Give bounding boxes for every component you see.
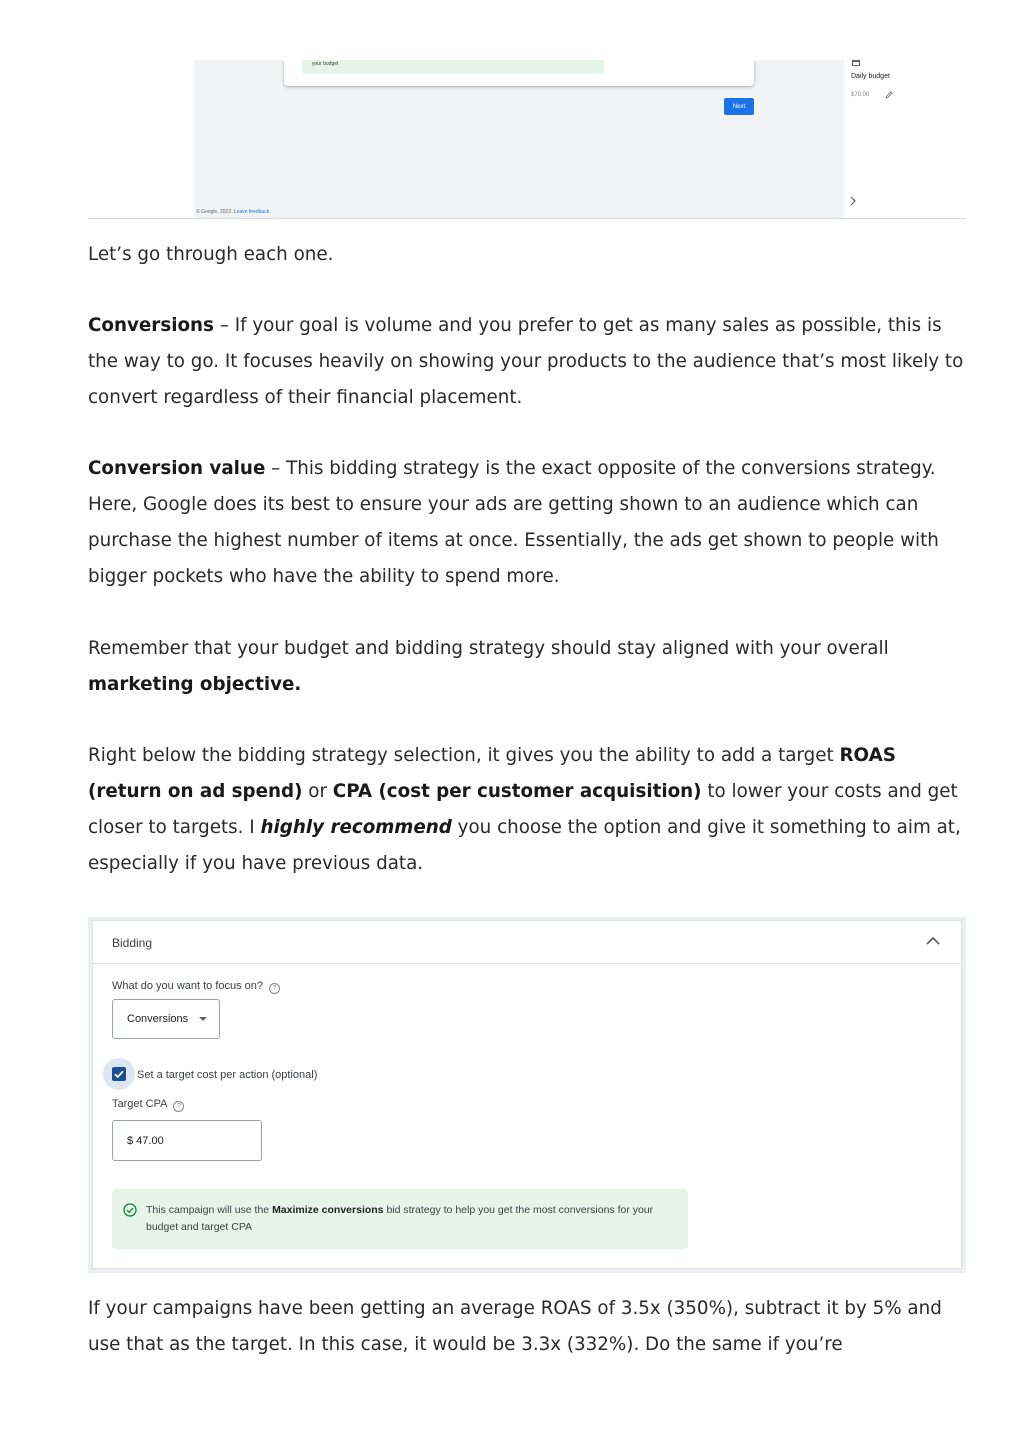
dropdown-caret-icon: [199, 1017, 207, 1021]
strategy-info-note: [112, 1189, 688, 1249]
paragraph-intro: [88, 237, 968, 273]
screenshot-left-margin: [88, 60, 194, 218]
daily-budget-value: $70.00: [851, 92, 870, 98]
screenshot-footer: [196, 209, 269, 215]
daily-budget-label: Daily budget: [851, 73, 890, 80]
paragraph-target: [88, 738, 968, 882]
bidding-screenshot: [88, 917, 966, 1273]
note-strategy-name: Maximize conversions: [272, 1204, 384, 1216]
campaign-summary-panel: [844, 60, 966, 218]
leave-feedback-link[interactable]: Leave feedback: [233, 209, 270, 215]
paragraph-conversion-value: [88, 451, 968, 595]
conversion-value-text: – This bidding strategy is the exact opposite of the conversions strategy. Here, Google does its best to ensure your ads are getting shown to an audience which can purchase the highest number of items at once. Essentially, the ads get shown to people with bigger pockets who have the ability to spend more.: [88, 458, 939, 587]
focus-question: [112, 980, 280, 994]
help-icon[interactable]: ?: [173, 1101, 184, 1112]
focus-dropdown[interactable]: [112, 999, 220, 1039]
focus-question-text: What do you want to focus on?: [112, 980, 264, 992]
bidding-panel: [92, 920, 962, 1269]
focus-dropdown-value: Conversions: [127, 1013, 189, 1025]
checkbox-label[interactable]: Set a target cost per action (optional): [137, 1069, 318, 1081]
note-prefix: This campaign will use the: [146, 1204, 273, 1216]
footer-copyright: © Google, 2022.: [196, 209, 233, 215]
target-cpa-checkbox[interactable]: [112, 1067, 126, 1081]
chevron-up-icon: [925, 934, 941, 948]
checkmark-icon: [112, 1067, 126, 1081]
bidding-header[interactable]: [93, 921, 961, 964]
help-icon[interactable]: ?: [269, 983, 280, 994]
target-cpa-label: [112, 1098, 184, 1112]
pencil-icon[interactable]: [884, 90, 894, 100]
term-highly-recommend: highly recommend: [260, 817, 452, 838]
intro-text: Let’s go through each one.: [88, 244, 334, 265]
target-cpa-input[interactable]: [112, 1120, 262, 1161]
target-text-2: or: [302, 781, 333, 802]
target-text-4: you choose the option and give it something to aim at, especially if you have previous data.: [88, 817, 961, 874]
term-roas: ROAS (return on ad spend): [88, 745, 896, 802]
remember-text: Remember that your budget and bidding strategy should stay aligned with your overall: [88, 638, 889, 659]
budget-screenshot: [88, 60, 966, 219]
budget-note: your budget: [302, 60, 604, 74]
bidding-title: Bidding: [112, 936, 153, 950]
target-text-3: to lower your costs and get closer to targets. I: [88, 781, 958, 838]
calendar-icon: [852, 60, 860, 66]
note-suffix: bid strategy to help you get the most conversions for your budget and target CPA: [146, 1204, 654, 1233]
paragraph-roas-example: [88, 1291, 968, 1363]
roas-example-text: If your campaigns have been getting an average ROAS of 3.5x (350%), subtract it by 5% and use that as the target. In this case, it would be 3.3x (332%). Do the same if you’re: [88, 1298, 942, 1355]
target-text-1: Right below the bidding strategy selection, it gives you the ability to add a target: [88, 745, 840, 766]
check-circle-icon: [123, 1203, 137, 1217]
target-cpa-label-text: Target CPA: [112, 1098, 168, 1110]
term-conversion-value: Conversion value: [88, 458, 266, 479]
budget-card: [284, 60, 754, 86]
collapse-button[interactable]: [925, 934, 941, 948]
term-marketing-objective: marketing objective.: [88, 674, 302, 695]
chevron-right-icon[interactable]: [849, 196, 857, 206]
strategy-info-text: [146, 1202, 666, 1236]
conversions-text: – If your goal is volume and you prefer to get as many sales as possible, this is the way to go. It focuses heavily on showing your products to the audience that’s most likely to convert regardless of their financial placement.: [88, 315, 964, 408]
paragraph-conversions: [88, 308, 968, 416]
paragraph-remember: [88, 631, 968, 703]
term-cpa: CPA (cost per customer acquisition): [332, 781, 702, 802]
next-button[interactable]: Next: [724, 98, 754, 115]
term-conversions: Conversions: [88, 315, 214, 336]
